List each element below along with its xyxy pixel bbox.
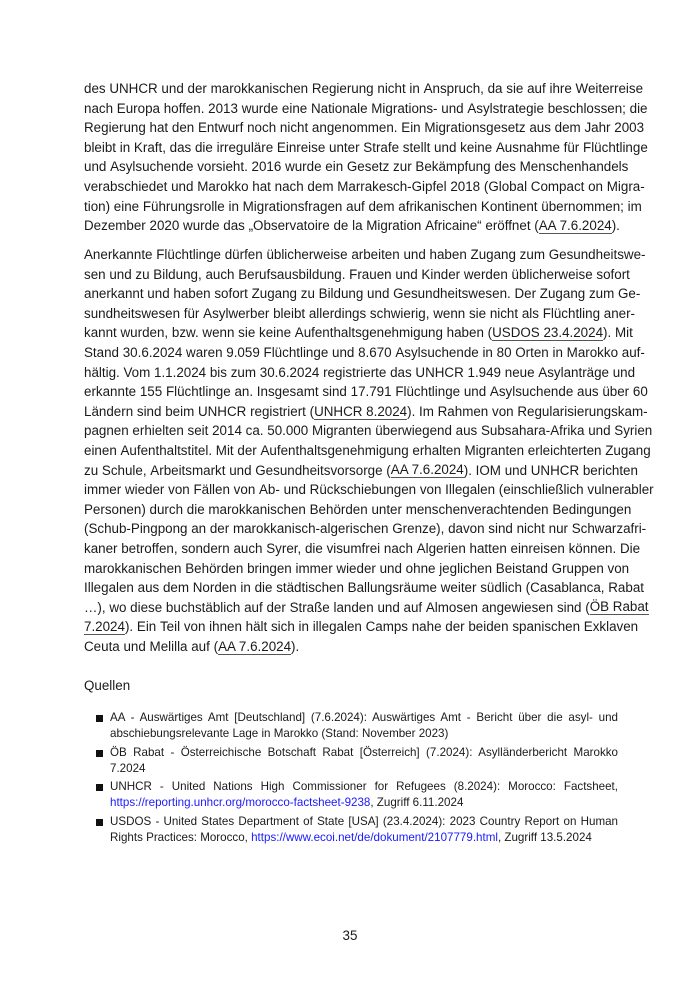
source-item: UNHCR - United Nations High Commissioner for Refugees (8.2024): Morocco: Factsheet, https://reporting.unhcr.org/morocco-factsheet-9238, Zugriff 6.11.2024	[110, 779, 618, 812]
text-line: …), wo diese buchstäblich auf der Straße landen und auf Almosen angewiesen sind ( ÖB Rabat	[84, 599, 649, 615]
text-line: Regierung hat den Entwurf noch nicht angenommen. Ein Migrationsgesetz aus dem Jahr 2003	[84, 120, 645, 136]
text-line: hältig. Vom 1.1.2024 bis zum 30.6.2024 registrierte das UNHCR 1.949 neue Asylanträge und	[84, 364, 636, 380]
page-number: 35	[342, 928, 358, 943]
text-line: pagnen erhielten seit 2014 ca. 50.000 Migranten überwiegend aus Subsahara-Afrika und Syrien	[84, 423, 653, 439]
text-line: kaner betroffen, sondern auch Syrer, die visumfrei nach Algerien hatten einreisen können. Die	[84, 540, 641, 556]
text-line: einen Aufenthaltstitel. Mit der Aufenthaltsgenehmigung erhalten Migranten erleichterten Zugang	[84, 442, 651, 458]
text-line: Illegalen aus dem Norden in die städtischen Ballungsräume weiter südlich (Casablanca, Rabat	[84, 580, 644, 596]
paragraph-2	[84, 245, 654, 656]
text-line: Dezember 2020 wurde das „Observatoire de la Migration Africaine“ eröffnet ( AA 7.6.2024 ).	[84, 217, 620, 234]
citation-link[interactable]: USDOS 23.4.2024	[492, 325, 604, 341]
text-line: sen und zu Bildung, auch Berufsausbildung. Frauen und Kinder werden üblicherweise sofort	[84, 266, 630, 282]
citation-link[interactable]: 7.2024	[84, 619, 125, 635]
text-line: und Asylsuchende vorsieht. 2016 wurde ein Gesetz zur Bekämpfung des Menschenhandels	[84, 159, 629, 175]
text-line: Personen) durch die marokkanischen Behörden unter menschenverachtenden Bedingungen	[84, 501, 632, 517]
source-link[interactable]: https://reporting.unhcr.org/morocco-factsheet-9238	[110, 796, 371, 810]
text-line: 7.2024 ). Ein Teil von ihnen hält sich in illegalen Camps nahe der beiden spanischen Exklaven	[84, 619, 639, 635]
text-line: sundheitswesen für Asylwerber bleibt allerdings schwierig, wenn sie nicht als Flüchtling aner-	[84, 305, 636, 321]
sources-list	[110, 710, 618, 848]
sources-heading: Quellen	[84, 678, 131, 693]
citation-link[interactable]: UNHCR 8.2024	[314, 403, 408, 419]
citation-link[interactable]: AA 7.6.2024	[390, 462, 464, 478]
text-line: erkannte 155 Flüchtlinge an. Insgesamt sind 17.791 Flüchtlinge und Asylsuchende aus über 60	[84, 384, 648, 400]
paragraph-1	[84, 79, 648, 236]
citation-link[interactable]: ÖB Rabat	[589, 599, 649, 615]
citation-link[interactable]: AA 7.6.2024	[218, 638, 292, 654]
text-line: tion) eine Führungsrolle in Migrationsfragen auf dem afrikanischen Kontinent übernommen; im	[84, 198, 642, 214]
text-line: marokkanischen Behörden bringen immer wieder und ohne jeglichen Beistand Gruppen von	[84, 560, 630, 576]
text-line: kannt wurden, bzw. wenn sie keine Aufenthaltsgenehmigung haben ( USDOS 23.4.2024 ). Mit	[84, 325, 633, 341]
source-item: ÖB Rabat - Österreichische Botschaft Rabat [Österreich] (7.2024): Asylländerbericht Marokko 7.2024	[110, 745, 618, 778]
text-line: (Schub-Pingpong an der marokkanisch-algerischen Grenze), davon sind nicht nur Schwarzafri-	[84, 521, 647, 537]
source-item: USDOS - United States Department of State [USA] (23.4.2024): 2023 Country Report on Human Rights Practices: Morocco, https://www.ecoi.net/de/dokument/2107779.html, Zugriff 13.5.2024	[110, 814, 618, 847]
text-line: Anerkannte Flüchtlinge dürfen üblicherweise arbeiten und haben Zugang zum Gesundheitswe-	[84, 247, 646, 262]
text-line: nach Europa hoffen. 2013 wurde eine Nationale Migrations- und Asylstrategie beschlossen; die	[84, 100, 648, 116]
text-line: zu Schule, Arbeitsmarkt und Gesundheitsvorsorge ( AA 7.6.2024 ). IOM und UNHCR berichten	[84, 462, 638, 478]
text-line: des UNHCR und der marokkanischen Regierung nicht in Anspruch, da sie auf ihre Weiterreise	[84, 81, 644, 96]
text-line: verabschiedet und Marokko hat nach dem Marrakesch-Gipfel 2018 (Global Compact on Migra-	[84, 178, 645, 194]
text-line: Stand 30.6.2024 waren 9.059 Flüchtlinge und 8.670 Asylsuchende in 80 Orten in Marokko auf-	[84, 344, 645, 360]
text-line: Ländern sind beim UNHCR registriert ( UNHCR 8.2024 ). Im Rahmen von Regularisierungskam-	[84, 403, 648, 419]
citation-link[interactable]: AA 7.6.2024	[538, 217, 612, 233]
text-line: immer wieder von Fällen von Ab- und Rückschiebungen von Illegalen (einschließlich vulnerabler	[84, 482, 654, 498]
text-line: bleibt in Kraft, das die irreguläre Einreise unter Strafe stellt und keine Ausnahme für Flüchtlinge	[84, 139, 648, 155]
source-link[interactable]: https://www.ecoi.net/de/dokument/2107779.html	[251, 831, 498, 845]
text-line: Ceuta und Melilla auf ( AA 7.6.2024 ).	[84, 638, 300, 654]
text-line: anerkannt und haben sofort Zugang zu Bildung und Gesundheitswesen. Der Zugang zum Ge-	[84, 286, 641, 302]
source-item: AA - Auswärtiges Amt [Deutschland] (7.6.2024): Auswärtiges Amt - Bericht über die asyl- und abschiebungsrelevante Lage in Marokko (Stand: November 2023)	[110, 710, 618, 743]
